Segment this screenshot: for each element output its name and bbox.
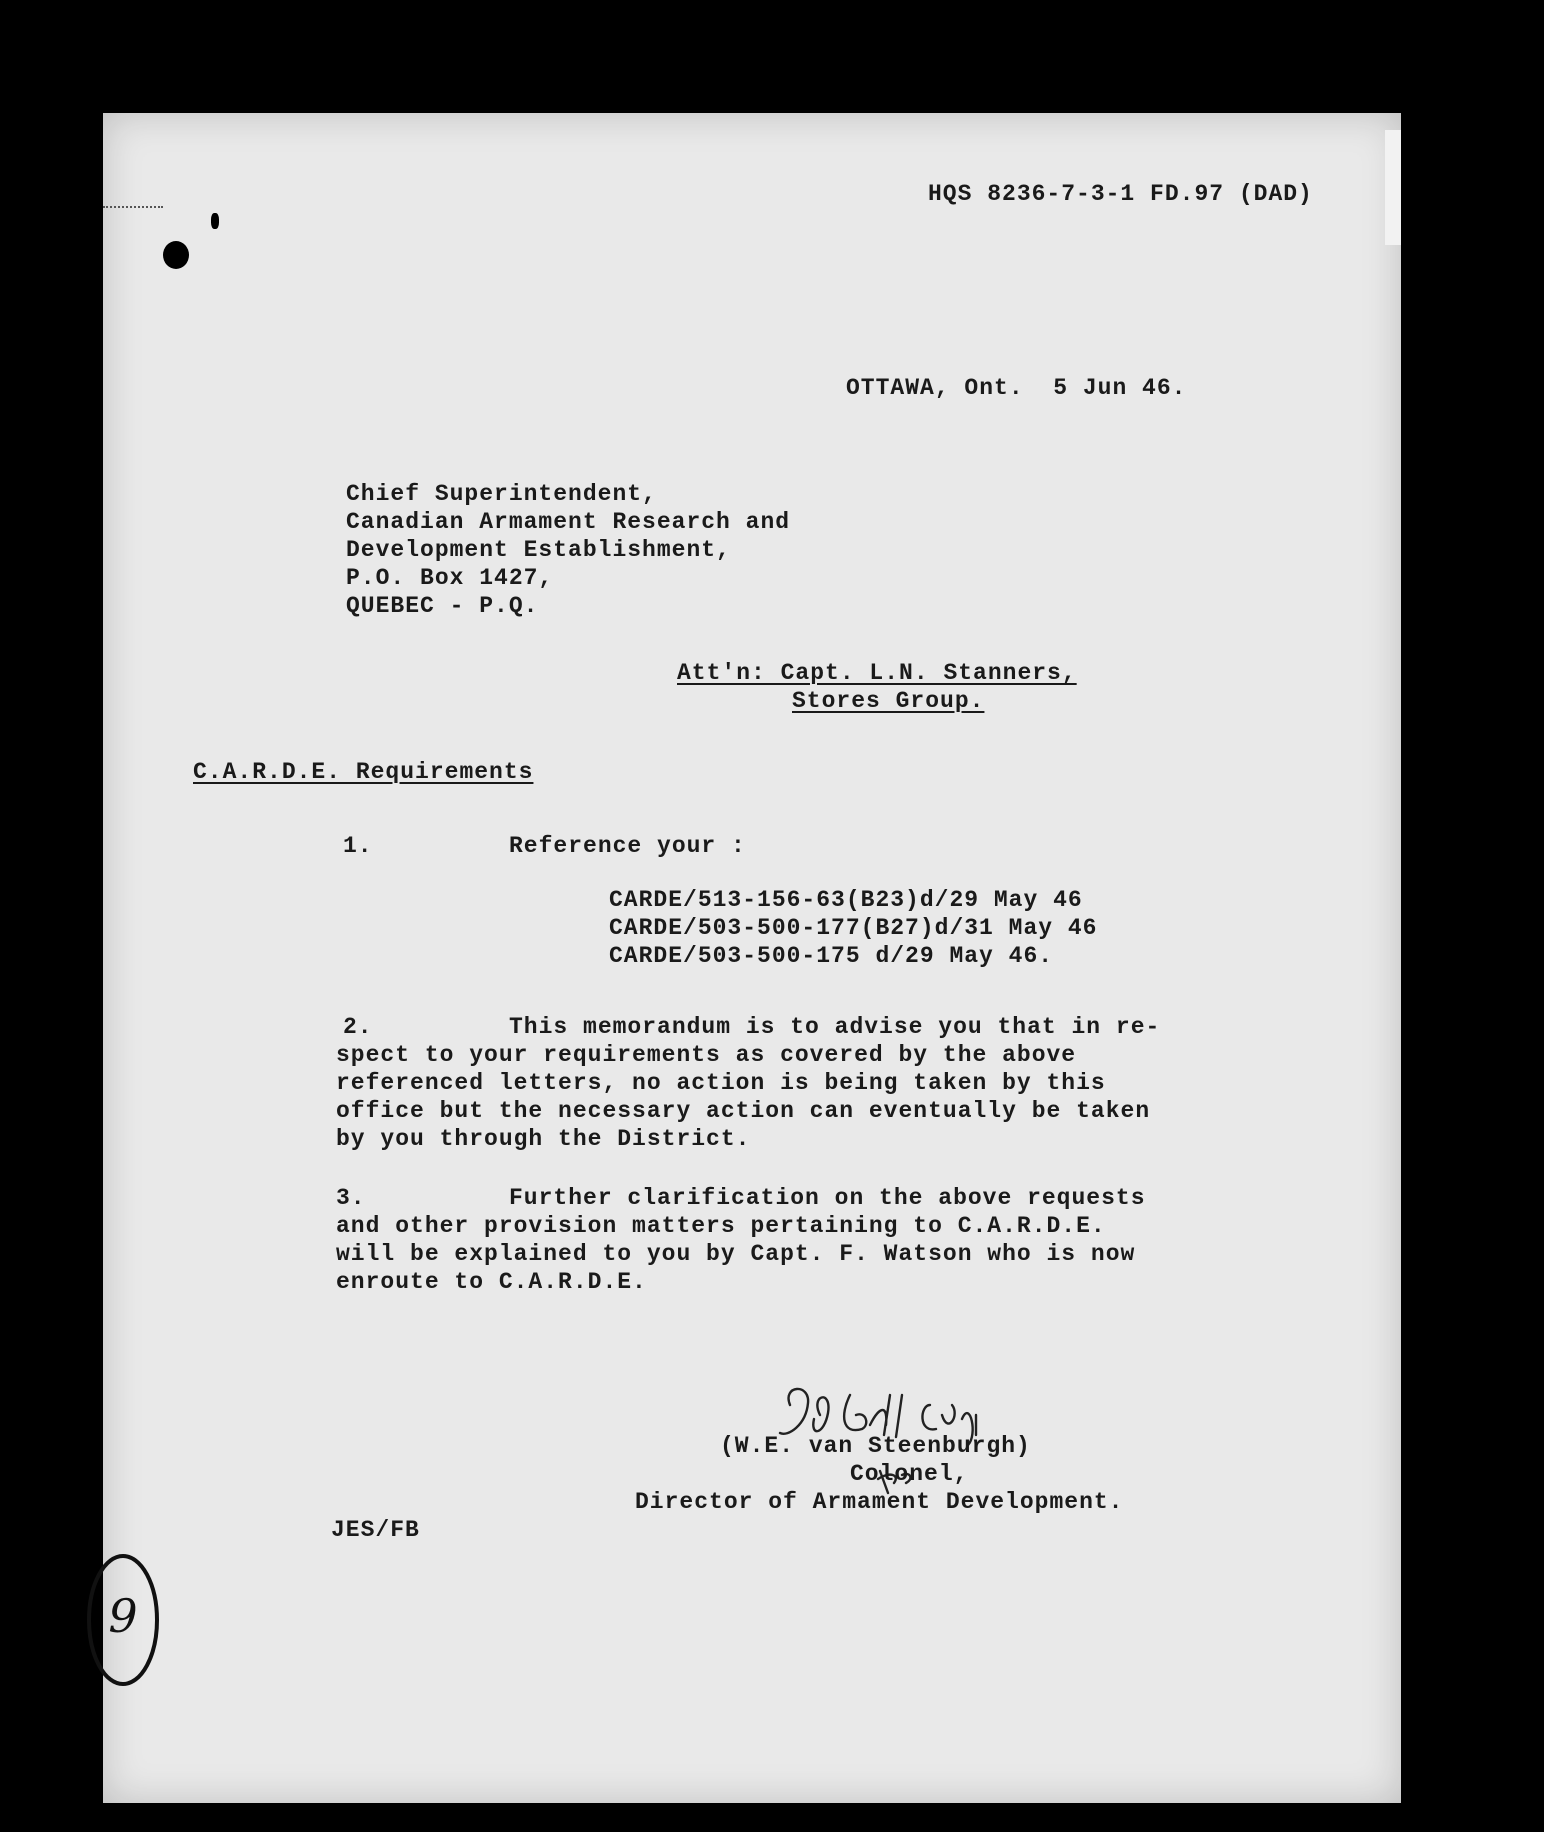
attention-group: Stores Group.	[792, 688, 985, 714]
punch-line	[103, 206, 163, 208]
para3-line: and other provision matters pertaining to C.A.R.D.E.	[336, 1213, 1106, 1239]
punch-hole-mark	[211, 213, 219, 229]
para3-line: will be explained to you by Capt. F. Watson who is now	[336, 1241, 1136, 1267]
para2-line: referenced letters, no action is being taken by this	[336, 1070, 1106, 1096]
para-number: 1.	[343, 833, 373, 859]
subject-heading: C.A.R.D.E. Requirements	[193, 759, 534, 785]
reference-line: CARDE/503-500-175 d/29 May 46.	[609, 943, 1054, 969]
typist-initials: JES/FB	[331, 1517, 420, 1543]
addressee-line: QUEBEC - P.Q.	[346, 593, 539, 619]
addressee-line: Development Establishment,	[346, 537, 731, 563]
attention-line: Att'n: Capt. L.N. Stanners,	[677, 660, 1077, 686]
place-date: OTTAWA, Ont. 5 Jun 46.	[846, 375, 1187, 401]
signatory-title: Director of Armament Development.	[635, 1489, 1124, 1515]
reference-line: CARDE/513-156-63(B23)d/29 May 46	[609, 887, 1083, 913]
addressee-line: Canadian Armament Research and	[346, 509, 791, 535]
para1-text: Reference your :	[509, 833, 746, 859]
circled-page-number	[78, 1550, 168, 1690]
para2-line: This memorandum is to advise you that in re-	[509, 1014, 1161, 1040]
svg-text:9: 9	[108, 1589, 138, 1643]
addressee-line: Chief Superintendent,	[346, 481, 657, 507]
reference-line: CARDE/503-500-177(B27)d/31 May 46	[609, 915, 1098, 941]
para2-line: office but the necessary action can eventually be taken	[336, 1098, 1151, 1124]
signatory-rank: Colonel,	[850, 1461, 969, 1487]
para-number: 3.	[336, 1185, 366, 1211]
file-reference: HQS 8236-7-3-1 FD.97 (DAD)	[928, 181, 1313, 207]
para3-line: Further clarification on the above requests	[509, 1185, 1146, 1211]
para3-line: enroute to C.A.R.D.E.	[336, 1269, 647, 1295]
para2-line: by you through the District.	[336, 1126, 751, 1152]
addressee-line: P.O. Box 1427,	[346, 565, 554, 591]
punch-hole-mark	[163, 241, 189, 269]
para-number: 2.	[343, 1014, 373, 1040]
page-edge-tab	[1385, 130, 1401, 245]
para2-line: spect to your requirements as covered by the above	[336, 1042, 1077, 1068]
signatory-name: (W.E. van Steenburgh)	[720, 1433, 1031, 1459]
